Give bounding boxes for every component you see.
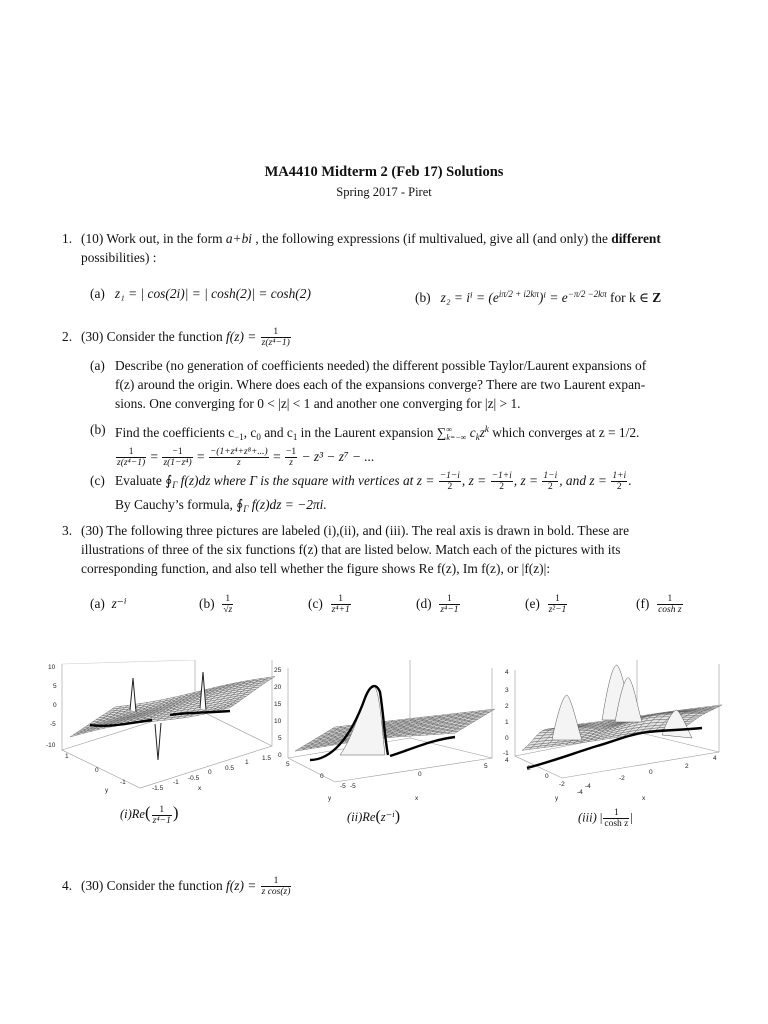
question-text: Evaluate [115,473,166,488]
denominator: 2 [447,482,453,493]
denominator: 2 [547,482,553,493]
integer-set: Z [652,290,662,305]
option-label: (d) [416,596,432,611]
denominator: z cos(z) [261,887,291,898]
math-expression: f(z)dz = −2πi. [248,497,327,512]
contour-label: Γ [243,504,249,514]
fraction [152,805,172,826]
contour-label: Γ [172,480,178,490]
question-text: By Cauchy’s formula, [115,497,237,512]
denominator: z⁴−1 [440,605,459,616]
part-label: (b) [90,422,106,437]
tick-label: 0 [278,752,282,759]
tick-label: 2 [527,765,531,772]
math-expression: for k ∈ [606,290,653,305]
tick-label: -1 [173,779,179,786]
surface-plot-ii [270,660,500,805]
axis-label: y [328,795,332,802]
tick-label: 0 [53,702,57,709]
question-text: (30) Consider the function [81,878,227,893]
fraction [261,327,291,348]
part-label: (b) [415,290,431,305]
question-text: corresponding function, and also tell whether the figure shows Re f(z), Im f(z), or |f(z)|: [81,561,551,576]
question-number: 2. [62,329,73,344]
math-expression: )ⁱ = e [538,290,568,305]
axis-label: x [642,795,646,802]
numerator: 1 [152,805,172,816]
tick-label: 5 [286,761,290,768]
question-text: in the Laurent expansion [297,425,437,440]
z-axis-ticks [46,664,57,749]
numerator: 1+i [612,471,627,482]
fraction [439,594,459,615]
figure-caption-i: (i)Re( $\frac{1}{\text{z⁴−1}}$ ) [120,803,179,826]
math-expression: c [469,425,476,440]
numerator: 1 [657,594,683,605]
sum-lower: k=−∞ [446,432,467,442]
x-axis-ticks [350,763,488,802]
fraction [331,594,351,615]
option-expression: z⁻ⁱ [111,596,127,611]
fraction [542,471,558,492]
sum-symbol: ∑ [436,425,447,440]
tick-label: 20 [274,684,282,691]
question-text: and c [260,425,293,440]
numerator: 1 [439,594,459,605]
z-axis-ticks [274,667,282,759]
question-text: (30) Consider the function [81,329,227,344]
question-text: possibilities) : [81,250,157,265]
q3-option-d [416,594,461,615]
option-label: (f) [636,596,650,611]
tick-label: -4 [577,789,583,796]
tick-label: 5 [53,683,57,690]
fraction [222,594,233,615]
tick-label: 5 [484,763,488,770]
numerator: 1 [331,594,351,605]
math-expression: f(z) = [226,878,260,893]
question-text: which converges at z = 1/2. [488,425,640,440]
separator: , z = [513,473,542,488]
tick-label: 0 [320,773,324,780]
axis-label: x [415,795,419,802]
question-text: (30) The following three pictures are labeled (i),(ii), and (iii). The real axis is drawn in bold. These are [81,523,630,538]
denominator: z [289,458,293,469]
peak-surface [340,685,385,755]
question-number: 4. [62,878,73,893]
math-expression: z₂ = iⁱ = (e [440,290,499,305]
surface-plot-iii [497,660,729,805]
tick-label: 1.5 [262,755,272,762]
denominator: z [236,458,241,469]
math-exponent: −π/2 −2kπ [567,289,607,299]
tick-label: 10 [48,664,56,671]
tick-label: 2 [685,763,689,770]
q3-option-b [199,594,234,615]
axis-label: y [105,787,109,794]
question-text: (10) Work out, in the form [81,231,226,246]
page-title: MA4410 Midterm 2 (Feb 17) Solutions [264,164,504,180]
surface-plot-i [40,660,275,805]
tick-label: 4 [713,755,717,762]
q3-option-e [525,594,568,615]
option-label: (a) [90,596,105,611]
denominator: 2 [499,482,505,493]
tick-label: -1 [503,750,509,757]
part-label: (a) [90,358,105,373]
question-text: f(z)dz where Γ is the square with vertices at z = [177,473,438,488]
math-exponent: iπ/2 + i2kπ [498,289,539,299]
bold-word: different [611,231,661,246]
sum-upper: ∞ [446,424,453,434]
numerator: −1 [162,447,192,458]
numerator: −(1+z⁴+z⁸+...) [209,447,268,458]
separator: , and z = [559,473,611,488]
figure-caption-ii: (ii)Re(z⁻ⁱ) [347,808,401,825]
numerator: 1 [116,447,146,458]
numerator: −1 [285,447,297,458]
question-text: f(z) around the origin. Where does each of the expansions converge? There are two Laurent expan- [115,377,646,392]
fraction [657,594,683,615]
question-text: sions. One converging for 0 < |z| < 1 and another one converging for |z| > 1. [115,396,521,411]
option-label: (e) [525,596,540,611]
fraction [209,447,269,468]
q3-option-a [90,594,127,614]
tick-label: -1.5 [152,785,164,792]
denominator: 2 [616,482,622,493]
axis-label: x [198,785,202,792]
tick-label: -4 [585,783,591,790]
denominator: cosh z [658,605,682,616]
question-number: 1. [62,231,73,246]
tick-label: 0 [208,769,212,776]
tick-label: -0.5 [188,775,200,782]
tick-label: 4 [505,669,509,676]
tick-label: 0 [95,767,99,774]
math-expression: − z³ − z⁷ − ... [298,449,375,464]
tick-label: 1 [505,719,509,726]
numerator: −1+i [491,471,512,482]
tick-label: 0.5 [225,765,235,772]
q3-option-c [308,594,352,615]
tick-label: -2 [559,781,565,788]
tick-label: 5 [278,735,282,742]
tick-label: 1 [65,753,69,760]
tick-label: 15 [274,701,282,708]
tick-label: -2 [619,775,625,782]
question-text: Find the coefficients c [115,425,235,440]
denominator: z(1−z⁴) [163,458,192,469]
math-expression: z₁ = | cos(2i)| = | cosh(2)| = cosh(2) [114,286,311,301]
question-text: , the following expressions (if multivalued, give all (and only) the [252,231,612,246]
tick-label: 4 [505,757,509,764]
page-subtitle: Spring 2017 - Piret [336,185,432,199]
tick-label: 0 [418,771,422,778]
numerator: −1−i [439,471,460,482]
fraction [611,471,627,492]
x-axis-ticks [585,755,717,802]
denominator: z(z⁴−1) [261,338,290,349]
numerator: 1 [222,594,233,605]
question-number: 3. [62,523,73,538]
y-axis-ticks [65,753,126,794]
option-label: (b) [199,596,215,611]
numerator: 1 [548,594,568,605]
q1-part-b [415,284,661,308]
denominator: z²−1 [548,605,567,616]
fraction [548,594,568,615]
numerator: 1 [603,808,629,819]
tick-label: 2 [505,703,509,710]
caption-text: (iii) [578,810,597,825]
surface-mesh [295,709,495,751]
fraction [285,447,297,468]
axis-label: y [555,795,559,802]
x-axis-ticks [152,755,271,792]
tick-label: 0 [505,735,509,742]
z-axis-ticks [503,669,509,757]
question-text: , c [243,425,257,440]
tick-label: 3 [505,687,509,694]
figure-caption-iii: (iii) | $\frac{1}{\text{cosh z}}$ | [578,808,633,829]
surface-mesh [70,677,275,737]
document-page: MA4410 Midterm 2 (Feb 17) Solutions Spring 2017 - Piret 1. (10) Work out, in the form a+bi , the following expressions (if multivalued, give all (and only) the different possibilities) : (a) z₁ = | cos(2i)| = | cosh(2)| = cosh(2) (b) $z_2 = i^i = (e^{i\pi/2 + i2k\pi})^i = e^{-\pi/2 -2k\pi}$ for k ∈ Z 2. (30) Consider the function f(z) = $\frac{1}{\text{z(z⁴−1)}}$ (a) Describe (no generation of coefficients needed) the different possible Taylor/Laurent expansions of f(z) around the origin. Where does each of the expansions converge? There are two Laurent expan- sions. One converging for 0 < |z| < 1 and another one converging for |z| > 1. (b) Find the coefficients $c_{-1}$, $c_0$ and $c_1$ in the Laurent expansion ∑ ∞ k=−∞ $c_kz^k$ which converges at z = 1/2. $\frac{1}{\text{z(z⁴−1)}}$ = $\frac{-1}{\text{z(1−z⁴)}}$ = $\frac{\text{−(1+z⁴+z⁸+...)}}{z}$ = $\frac{-1}{z}$ − z³ − z⁷ − ... (c) Evaluate $∮_\Gamma$ f(z)dz where Γ is the square with vertices at z = $\frac{-1-i}{2}$ , z = $\frac{-1+i}{2}$ , z = $\frac{1-i}{2}$ , and z = $\frac{1+i}{2}$ . By Cauchy’s formula, $∮_\Gamma$ f(z)dz = −2πi. 3. (30) The following three pictures are labeled (i),(ii), and (iii). The real axis is drawn in bold. These are illustrations of three of the six functions f(z) that are listed below. Match each of the pictures with its corresponding function, and also tell whether the figure shows Re f(z), Im f(z), or |f(z)|: (a) z⁻ⁱ (b) $\frac{1}{√z}$ (c) $\frac{1}{\text{z⁴+1}}$ (d) $\frac{1}{\text{z⁴−1}}$ (e) $\frac{1}{\text{z²−1}}$ (f) $\frac{1}{\text{cosh z}}$ 10 5 0 -5 -10 1 0 -1 y -1.5 -1 -0.5 0 0.5 1 1.5 x (i)Re( $\frac{1}{\text{z⁴−1}}$ ) 25 20 15 10 5 0 5 0 -5 y -5 0 5 x (ii)Re(z⁻ⁱ) 4 3 2 1 0 -1 4 2 0 -2 -4 y -4 -2 0 2 4 x (iii) | $\frac{1}{\text{cosh z}}$ | 4. (30) Consider the function f(z) = $\frac{1}{\text{z cos(z)}}$ [0,0,768,1024]
numerator: 1 [261,327,291,338]
question-text: illustrations of three of the six functions f(z) that are listed below. Match each of the pictures with its [81,542,621,557]
fraction [603,808,629,829]
tick-label: -5 [50,721,56,728]
contour-integral-symbol: ∮ [165,473,173,488]
tick-label: 1 [245,759,249,766]
numerator: 1 [261,876,292,887]
denominator: z(z⁴−1) [117,458,146,469]
fraction [439,471,461,492]
option-label: (c) [308,596,323,611]
caption-expression: z⁻ⁱ [380,810,395,824]
question-text: Describe (no generation of coefficients needed) the different possible Taylor/Laurent expansions of [115,358,647,373]
tick-label: -5 [340,783,346,790]
caption-text: (ii)Re [347,810,376,824]
denominator: z⁴−1 [152,815,171,826]
fraction [116,447,146,468]
tick-label: -1 [120,779,126,786]
contour-integral-symbol: ∮ [236,497,244,512]
denominator: √z [223,605,233,616]
denominator: cosh z [604,819,629,829]
math-form: a+bi [225,231,252,246]
math-expression: f(z) = [226,329,260,344]
tick-label: 0 [545,773,549,780]
tick-label: -10 [46,742,56,749]
part-label: (c) [90,473,105,488]
caption-text: (i)Re [120,807,145,821]
separator: , z = [461,473,490,488]
q1-part-a [90,284,311,304]
part-label: (a) [90,286,105,301]
numerator: 1−i [543,471,558,482]
q3-option-f [636,594,684,615]
tick-label: 10 [274,718,282,725]
tick-label: 0 [649,769,653,776]
tick-label: 25 [274,667,282,674]
fraction [162,447,192,468]
tick-label: -5 [350,783,356,790]
fraction [491,471,513,492]
denominator: z⁴+1 [331,605,350,616]
fraction [261,876,292,897]
